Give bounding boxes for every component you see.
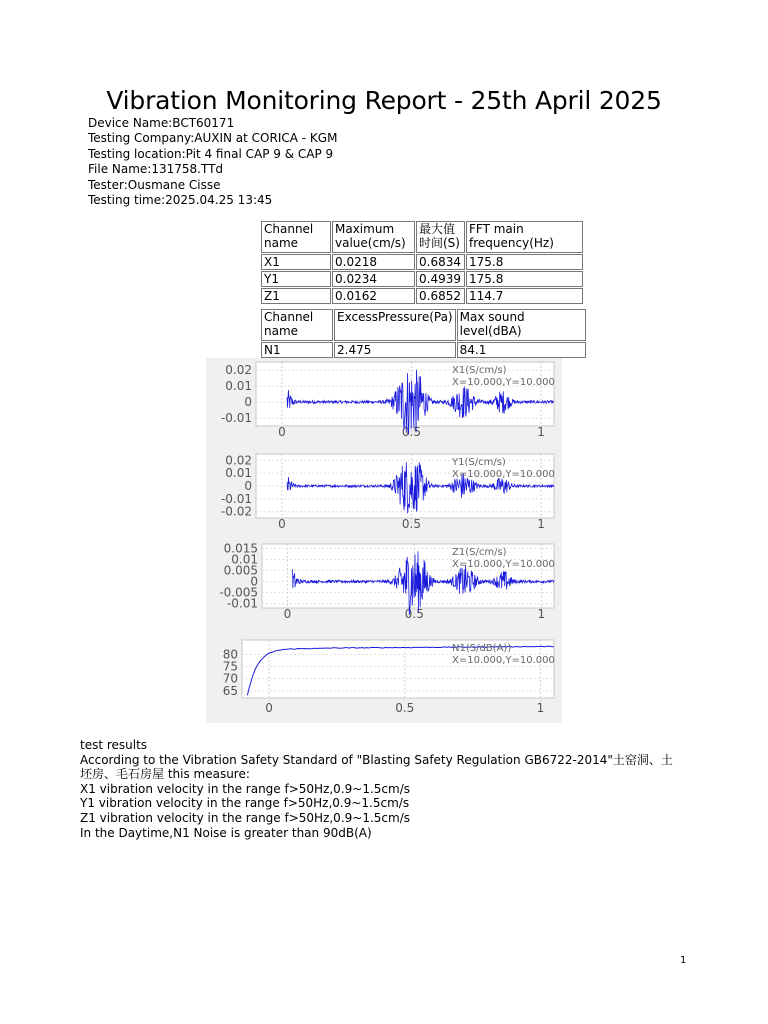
table-cell: Z1 [261,288,331,304]
result-line-y1: Y1 vibration velocity in the range f>50Hz,0.9~1.5cm/s [80,796,410,811]
chart-annotation: X=10.000,Y=10.000 [452,377,555,388]
y-tick-label: 0.02 [225,363,252,377]
x-tick-label: 0 [283,607,292,621]
table-row [261,271,583,287]
waveform-charts-svg [206,358,562,723]
testing-location: Testing location:Pit 4 final CAP 9 & CAP 9 [88,146,334,161]
table-cell: 0.0162 [332,288,415,304]
x-tick-label: 0.5 [404,607,424,621]
table-cell: 0.0218 [332,254,415,270]
header-max-sound-level: Max sound level(dBA) [457,309,586,341]
table-cell: 0.4939 [416,271,465,287]
chart-annotation: X=10.000,Y=10.000 [452,655,555,666]
channel-table [260,220,584,305]
y-tick-label: -0.01 [220,411,252,425]
testing-company: Testing Company:AUXIN at CORICA - KGM [88,131,338,146]
series-label: N1(S/dB(A)) [452,643,512,654]
test-results [80,738,680,840]
x-tick-label: 1 [537,517,545,531]
testing-time: Testing time:2025.04.25 13:45 [88,193,273,208]
device-name: Device Name:BCT60171 [88,116,235,130]
y-tick-label: 0 [244,479,252,493]
series-label: X1(S/cm/s) [452,365,507,376]
y-tick-label: -0.01 [226,596,258,611]
table-cell: 84.1 [457,342,586,358]
table-row [261,342,586,358]
page-number: 1 [680,955,687,966]
table-cell: 0.6834 [416,254,465,270]
y-tick-label: 75 [222,659,238,674]
chart-plot-area [262,544,554,608]
x-tick-label: 1 [537,425,545,439]
y-tick-label: -0.005 [219,585,258,600]
y-tick-label: 0.015 [223,541,258,556]
y-tick-label: 80 [222,647,238,662]
report-meta [88,116,337,208]
table-cell: Y1 [261,271,331,287]
table-cell: 2.475 [334,342,456,358]
y-tick-label: 70 [222,671,238,686]
x-tick-label: 0.5 [401,517,422,531]
y-tick-label: 0.01 [225,379,252,393]
y-tick-label: 0.01 [231,552,258,567]
file-name: File Name:131758.TTd [88,162,224,177]
header-maximum-value: Maximum value(cm/s) [332,221,415,253]
channel-table-header [261,221,583,253]
x-tick-label: 0.5 [395,701,415,715]
results-standard: According to the Vibration Safety Standard of "Blasting Safety Regulation GB6722-2014"土窑洞、土坯房、毛石房屋 this measure: [80,752,673,782]
results-heading: test results [80,738,148,752]
table-cell: N1 [261,342,333,358]
x-tick-label: 0 [278,517,286,531]
tester: Tester:Ousmane Cisse [88,177,221,192]
y-tick-label: 0.005 [223,563,258,578]
sound-table-header [261,309,586,341]
header-fft-frequency: FFT main frequency(Hz) [466,221,583,253]
x-tick-label: 1 [536,701,545,715]
table-cell: 175.8 [466,271,583,287]
header-channel-name: Channel name [261,221,331,253]
result-line-z1: Z1 vibration velocity in the range f>50Hz,0.9~1.5cm/s [80,810,410,825]
header-max-time: 最大值时间(S) [416,221,465,253]
table-cell: 175.8 [466,254,583,270]
x-tick-label: 1 [537,607,546,621]
table-cell: 0.6852 [416,288,465,304]
y-tick-label: 65 [222,683,238,698]
series-label: Z1(S/cm/s) [452,547,507,558]
x-tick-label: 0.5 [401,425,422,439]
table-row [261,254,583,270]
waveform-charts [206,358,562,723]
y-tick-label: 0 [250,574,258,589]
result-line-x1: X1 vibration velocity in the range f>50Hz,0.9~1.5cm/s [80,781,410,796]
chart-annotation: X=10.000,Y=10.000 [452,559,555,570]
table-cell: 0.0234 [332,271,415,287]
y-tick-label: -0.02 [220,504,252,519]
y-tick-label: 0.02 [225,453,252,468]
y-tick-label: 0.01 [225,466,252,481]
table-cell: 114.7 [466,288,583,304]
x-tick-label: 0 [265,701,273,715]
series-label: Y1(S/cm/s) [452,457,506,468]
x-tick-label: 0 [278,425,286,439]
result-line-n1: In the Daytime,N1 Noise is greater than 90dB(A) [80,825,372,840]
table-cell: X1 [261,254,331,270]
report-title: Vibration Monitoring Report - 25th April 2025 [106,86,662,115]
y-tick-label: 0 [244,395,252,409]
table-row [261,288,583,304]
header-excess-pressure: ExcessPressure(Pa) [334,309,456,341]
y-tick-label: -0.01 [220,491,252,506]
chart-annotation: X=10.000,Y=10.000 [452,469,555,480]
header-channel-name: Channel name [261,309,333,341]
sound-table [260,308,587,359]
